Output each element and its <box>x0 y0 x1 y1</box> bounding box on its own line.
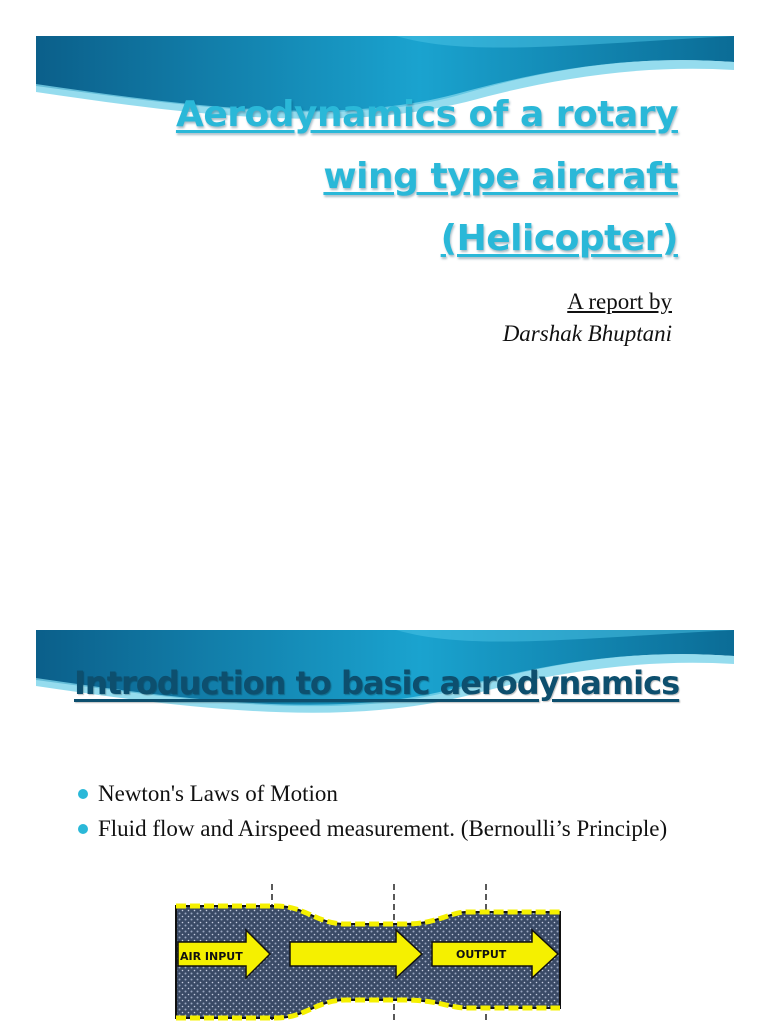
bullet-item: Fluid flow and Airspeed measurement. (Bernoulli’s Principle) <box>76 813 696 845</box>
air-input-label: AIR INPUT <box>180 950 243 963</box>
slide-2-title: Introduction to basic aerodynamics <box>74 664 680 702</box>
slide-1-title <box>176 84 678 270</box>
byline <box>503 286 672 350</box>
title-line-3: (Helicopter) <box>440 218 678 259</box>
slide-1 <box>36 36 734 564</box>
byline-label: A report by <box>567 289 672 314</box>
bullet-item: Newton's Laws of Motion <box>76 778 696 810</box>
title-line-2: wing type aircraft <box>323 156 678 197</box>
venturi-tube-diagram <box>166 882 566 1024</box>
author-name: Darshak Bhuptani <box>502 321 672 346</box>
title-line-1: Aerodynamics of a rotary <box>175 94 678 135</box>
output-label: OUTPUT <box>456 948 507 961</box>
slide-2 <box>36 630 734 1024</box>
bullet-list <box>76 778 696 848</box>
